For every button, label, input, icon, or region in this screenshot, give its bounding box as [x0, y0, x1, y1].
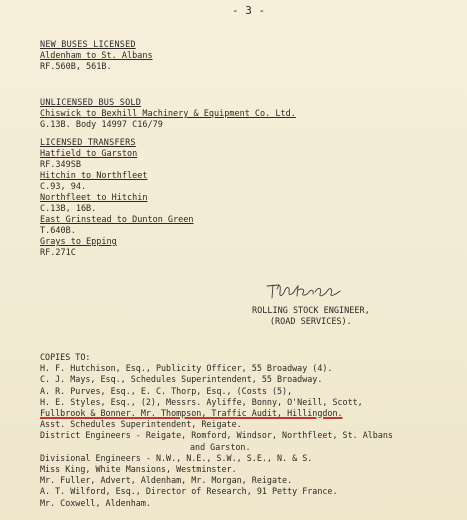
copies-section [40, 352, 393, 509]
copies-line: A. T. Wilford, Esq., Director of Research, 91 Petty France. [40, 486, 338, 497]
copies-line: Asst. Schedules Superintendent, Reigate. [40, 419, 242, 430]
transfer-vehicles: T.640B. [40, 226, 76, 236]
copies-line: and Garston. [190, 441, 251, 452]
copies-line: Miss King, White Mansions, Westminster. [40, 464, 237, 475]
transfer-route: East Grinstead to Dunton Green [40, 215, 194, 225]
signature-line-1: ROLLING STOCK ENGINEER, [252, 306, 370, 316]
new-buses-section [40, 40, 153, 73]
transfer-route: Hatfield to Garston [40, 149, 138, 159]
copies-line: District Engineers - Reigate, Romford, Windsor, Northfleet, St. Albans [40, 430, 393, 441]
unlicensed-heading: UNLICENSED BUS SOLD [40, 98, 142, 108]
new-buses-heading: NEW BUSES LICENSED [40, 40, 136, 50]
transfer-vehicles: RF.271C [40, 248, 76, 258]
signature-line-2: (ROAD SERVICES). [269, 317, 352, 327]
unlicensed-section [40, 98, 296, 131]
transfer-vehicles: C.93, 94. [40, 182, 87, 192]
copies-line: Mr. Fuller, Advert, Aldenham, Mr. Morgan, Reigate. [40, 475, 293, 486]
copies-line: H. E. Styles, Esq., (2), Messrs. Ayliffe, Bonny, O'Neill, Scott, [40, 396, 363, 407]
copies-line: Mr. Coxwell, Aldenham. [40, 497, 151, 508]
copies-line: Fullbrook & Bonner. Mr. Thompson, Traffic Audit, Hillingdon. [40, 408, 343, 419]
copies-line: H. F. Hutchison, Esq., Publicity Officer, 55 Broadway (4). [40, 363, 333, 374]
copies-heading: COPIES TO: [40, 352, 91, 362]
transfers-section [40, 138, 194, 259]
transfer-vehicles: RF.349SB [40, 160, 81, 170]
handwritten-signature [265, 280, 345, 302]
page-number: - 3 - [232, 4, 266, 17]
unlicensed-vehicle: G.13B. Body 14997 C16/79 [40, 120, 163, 130]
signature-title [252, 306, 370, 328]
new-buses-vehicles: RF.560B, 561B. [40, 62, 112, 72]
copies-line: A. R. Purves, Esq., E. C. Thorp, Esq., (Costs (5), [40, 385, 293, 396]
unlicensed-route: Chiswick to Bexhill Machinery & Equipment Co. Ltd. [40, 109, 296, 119]
transfer-route: Grays to Epping [40, 237, 117, 247]
transfer-vehicles: C.13B, 16B. [40, 204, 97, 214]
copies-line: C. J. Mays, Esq., Schedules Superintendent, 55 Broadway. [40, 374, 323, 385]
transfers-heading: LICENSED TRANSFERS [40, 138, 136, 148]
copies-line: Divisional Engineers - N.W., N.E., S.W., S.E., N. & S. [40, 452, 313, 463]
new-buses-route: Aldenham to St. Albans [40, 51, 153, 61]
transfer-route: Hitchin to Northfleet [40, 171, 148, 181]
transfer-route: Northfleet to Hitchin [40, 193, 148, 203]
